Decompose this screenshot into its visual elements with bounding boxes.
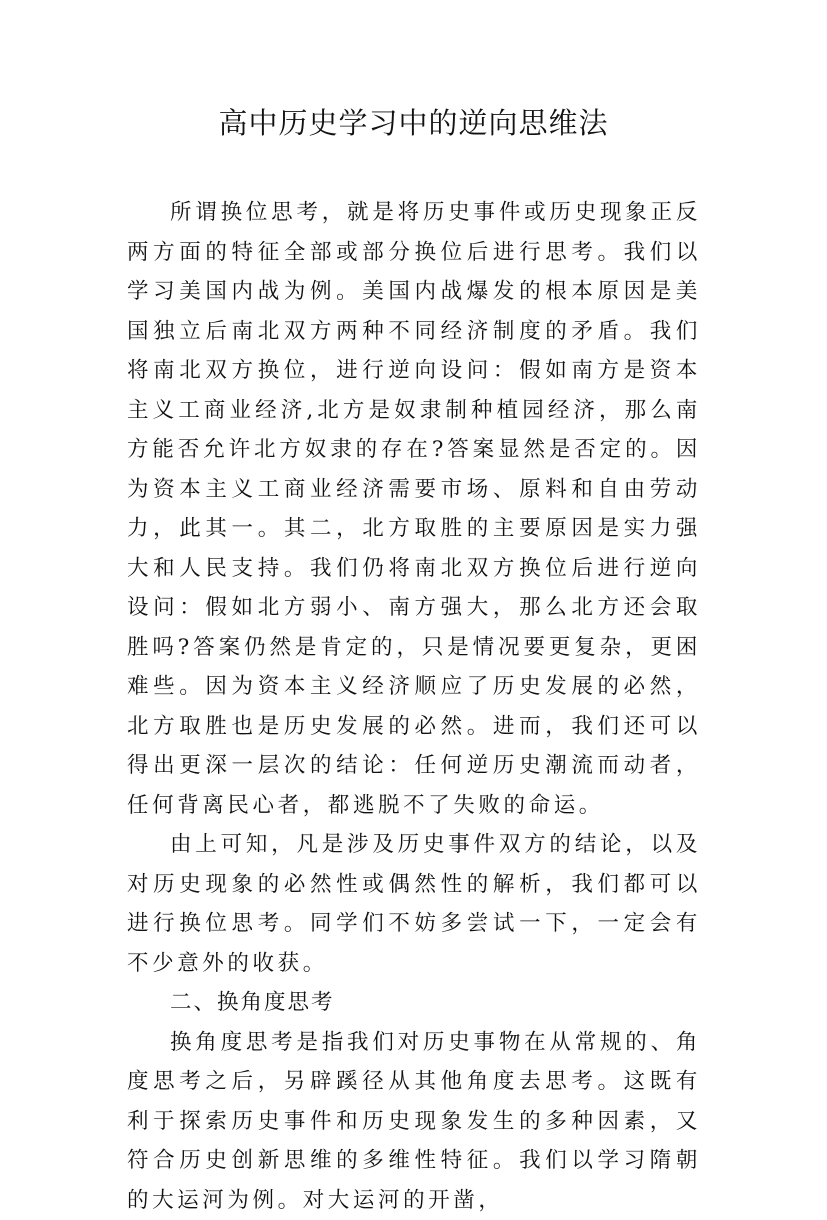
document-title: 高中历史学习中的逆向思维法 <box>0 103 827 143</box>
paragraph-conclusion: 由上可知，凡是涉及历史事件双方的结论，以及对历史现象的必然性或偶然性的解析，我们都可以进行换位思考。同学们不妨多尝试一下，一定会有不少意外的收获。 <box>127 825 701 983</box>
document-body <box>127 193 701 1220</box>
paragraph-angle-change: 换角度思考是指我们对历史事物在从常规的、角度思考之后，另辟蹊径从其他角度去思考。这既有利于探索历史事件和历史现象发生的多种因素，又符合历史创新思维的多维性特征。我们以学习隋朝的大运河为例。对大运河的开凿， <box>127 1023 701 1220</box>
section-heading: 二、换角度思考 <box>127 983 701 1023</box>
paragraph-perspective-swap: 所谓换位思考，就是将历史事件或历史现象正反两方面的特征全部或部分换位后进行思考。我们以学习美国内战为例。美国内战爆发的根本原因是美国独立后南北双方两种不同经济制度的矛盾。我们将南北双方换位，进行逆向设问：假如南方是资本主义工商业经济,北方是奴隶制种植园经济，那么南方能否允许北方奴隶的存在?答案显然是否定的。因为资本主义工商业经济需要市场、原料和自由劳动力，此其一。其二，北方取胜的主要原因是实力强大和人民支持。我们仍将南北双方换位后进行逆向设问：假如北方弱小、南方强大，那么北方还会取胜吗?答案仍然是肯定的，只是情况要更复杂，更困难些。因为资本主义经济顺应了历史发展的必然，北方取胜也是历史发展的必然。进而，我们还可以得出更深一层次的结论：任何逆历史潮流而动者，任何背离民心者，都逃脱不了失败的命运。 <box>127 193 701 825</box>
